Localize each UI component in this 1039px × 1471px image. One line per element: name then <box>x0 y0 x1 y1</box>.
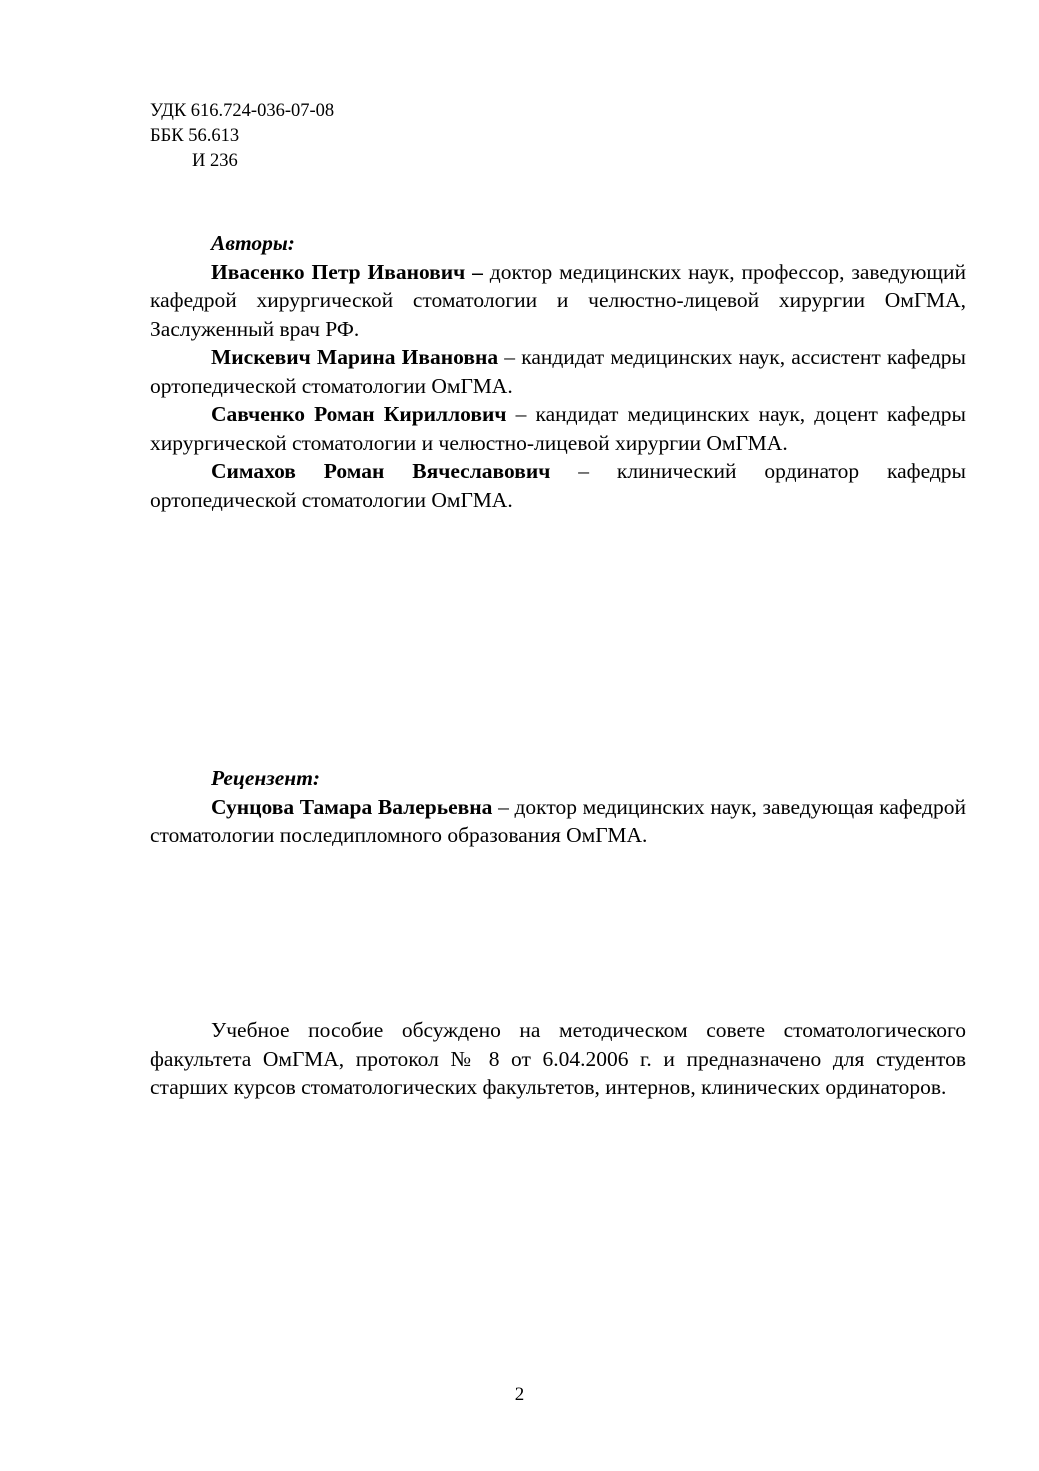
author-entry <box>150 457 966 514</box>
author-name: Мискевич Марина Ивановна <box>211 345 499 369</box>
reviewer-description: – доктор медицинских наук, заведующая кафедрой стоматологии последипломного образования ОмГМА. <box>150 794 967 847</box>
author-description: – кандидат медицинских наук, доцент кафедры хирургической стоматологии и челюстно-лицевой хирургии ОмГМА. <box>150 402 966 455</box>
author-entry <box>150 258 966 344</box>
page-number: 2 <box>514 1384 525 1405</box>
reviewer-entry <box>150 793 966 850</box>
author-entry <box>150 400 966 457</box>
approval-text: Учебное пособие обсуждено на методическом совете стоматологического факультета ОмГМА, протокол № 8 от 6.04.2006 г. и предназначено для студентов старших курсов стоматологических факультетов, интернов, клинических ординаторов. <box>150 1018 966 1099</box>
author-description: – кандидат медицинских наук, ассистент кафедры ортопедической стоматологии ОмГМА. <box>150 345 966 398</box>
author-description: доктор медицинских наук, профессор, заведующий кафедрой хирургической стоматологии и челюстно-лицевой хирургии ОмГМА, Заслуженный врач РФ. <box>150 259 966 341</box>
authors-heading: Авторы: <box>211 231 295 255</box>
author-name: Симахов Роман Вячеславович <box>211 459 551 483</box>
author-index: И 236 <box>192 151 238 171</box>
author-description: – клинический ординатор кафедры ортопедической стоматологии ОмГМА. <box>150 459 966 512</box>
bbk-code: ББК 56.613 <box>150 126 240 146</box>
author-name: Савченко Роман Кириллович <box>211 402 507 426</box>
approval-note <box>150 1016 966 1102</box>
classification-codes <box>150 99 334 174</box>
authors-section <box>150 229 966 514</box>
reviewer-heading: Рецензент: <box>211 766 321 790</box>
author-name: Ивасенко Петр Иванович – <box>211 259 483 284</box>
author-entry <box>150 343 966 400</box>
reviewer-section <box>150 764 966 850</box>
reviewer-name: Сунцова Тамара Валерьевна <box>211 794 493 819</box>
udk-code: УДК 616.724-036-07-08 <box>150 101 335 121</box>
